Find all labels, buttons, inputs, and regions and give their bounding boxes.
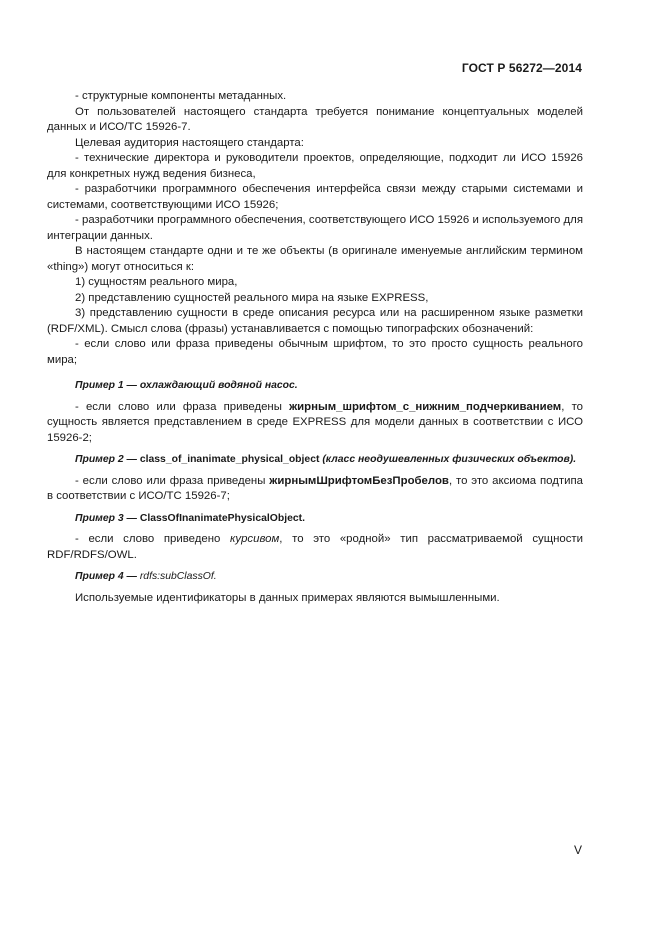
example-label: Пример 3 <box>75 512 124 524</box>
example-2 <box>47 452 583 468</box>
list-item <box>47 532 583 563</box>
list-item <box>47 474 583 505</box>
list-item: 1) сущностям реального мира, <box>75 276 238 288</box>
text: , то это аксиома подтипа в соответствии с ИСО/ТС 15926-7; <box>47 474 583 502</box>
example-text: (класс неодушевленных физических объектов). <box>319 454 577 465</box>
example-code: ClassOfInanimatePhysicalObject. <box>139 512 305 524</box>
paragraph: Используемые идентификаторы в данных примерах являются вымышленными. <box>75 591 500 604</box>
list-item <box>47 400 583 447</box>
example-dash: — <box>123 571 140 582</box>
list-item: - разработчики программного обеспечения интерфейса связи между старыми системами и системами, соответствующими ИСО 15926; <box>47 183 583 211</box>
standard-header: ГОСТ Р 56272—2014 <box>461 61 582 75</box>
text: - если слово или фраза приведены <box>75 400 290 413</box>
paragraph: От пользователей настоящего стандарта требуется понимание концептуальных моделей данных и ИСО/ТС 15926-7. <box>47 105 583 133</box>
example-code: rdfs:subClassOf. <box>139 571 217 582</box>
list-item: - технические директора и руководители проектов, определяющие, подходит ли ИСО 15926 для конкретных нужд ведения бизнеса, <box>47 152 583 180</box>
list-item: - разработчики программного обеспечения, соответствующего ИСО 15926 и используемого для интеграции данных. <box>47 214 583 242</box>
example-dash: — <box>123 454 140 465</box>
document-body <box>47 89 583 606</box>
example-3 <box>47 511 583 527</box>
list-item: 3) представлению сущности в среде описания ресурса или на расширенном языке разметки (RDF/XML). Смысл слова (фразы) устанавливается с помощью типографских обозначений: <box>47 307 583 335</box>
bold-term: жирнымШрифтомБезПробелов <box>269 474 449 487</box>
text: , то это «родной» тип рассматриваемой сущности RDF/RDFS/OWL. <box>47 533 583 561</box>
italic-term: курсивом <box>230 533 280 545</box>
example-text: — охлаждающий водяной насос. <box>123 380 298 391</box>
text: - если слово или фраза приведены <box>75 474 270 487</box>
example-1 <box>47 378 583 394</box>
list-item: 2) представлению сущностей реального мира на языке EXPRESS, <box>75 291 429 304</box>
paragraph: Целевая аудитория настоящего стандарта: <box>75 136 304 149</box>
example-code: class_of_inanimate_physical_object <box>139 454 320 465</box>
example-label: Пример 1 <box>75 380 124 391</box>
paragraph: - структурные компоненты метаданных. <box>75 90 287 102</box>
paragraph: В настоящем стандарте одни и те же объекты (в оригинале именуемые английским термином «thing») могут относиться к: <box>47 245 583 273</box>
text: - если слово приведено <box>75 533 231 545</box>
example-label: Пример 2 <box>75 454 124 465</box>
text: , то сущность является представлением в среде EXPRESS для модели данных в соответствии с ИСО 15926-2; <box>47 400 583 444</box>
example-4 <box>47 569 583 585</box>
example-label: Пример 4 <box>75 571 124 582</box>
page-number: V <box>574 843 583 857</box>
list-item: - если слово или фраза приведены обычным шрифтом, то это просто сущность реального мира; <box>47 338 583 366</box>
example-dash: — <box>123 512 140 524</box>
bold-term: жирным_шрифтом_с_нижним_подчеркиванием <box>289 400 562 413</box>
